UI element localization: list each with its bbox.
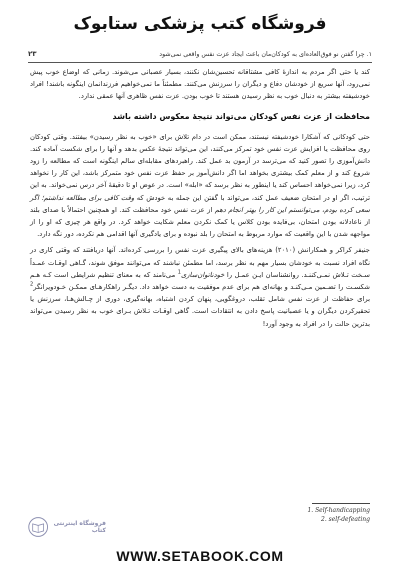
footnote-2: 2. self-defeating xyxy=(321,516,370,523)
book-icon xyxy=(28,514,48,540)
paragraph-3-text-b: می‌نامند که به معنای تنظیم شرایطی است کـه هـم شکسـت را تضـمین مـی‌کنـد و بهانه‌ای هم برای عدم موفقیت به دست خواهد داد. دیگـر راهکارهـای ممکـن خـودویرانگر xyxy=(30,270,370,292)
paragraph-2-text-b: از عزت نفس خود محافظت کند. او همچنین احتمالاً با صدای بلند از ناعادلانه بودن امتحان، بی‌فایده بودن کلاس یا کمک نکردن معلم شکایت خواهد کرد. در واقع هر چیزی که او را از مواجهه شدن با این واقعیت که موارد مربوط به امتحان را بلد نبوده و برای یادگیری آنها اقدامی هم نکرده، دور نگه دارد. xyxy=(30,205,370,239)
paragraph-3 xyxy=(30,244,370,329)
term-self-handicapping: خودناتوان‌سازی xyxy=(180,270,225,279)
footnote-ref-1[interactable]: 1 xyxy=(177,269,181,276)
page-number: ۲۳ xyxy=(28,50,37,58)
watermark-logo xyxy=(28,508,106,546)
page-body xyxy=(30,66,370,334)
paragraph-2 xyxy=(30,131,370,241)
footnote-ref-2[interactable]: 2 xyxy=(30,281,34,288)
footer-url[interactable]: WWW.SETABOOK.COM xyxy=(116,548,284,564)
paragraph-2-text-a: حتی کودکانی که آشکارا خودشیفته نیستند، ممکن است در دام تلاش برای «خوب به نظر رسیدن» بیفتند. وقتی کودکان روی محافظت یا افزایش عزت نفس خود تمرکز می‌کنند، این می‌تواند نتیجهٔ عکس بدهد و آنها را برای شکست آماده کند. دانش‌آموزی را تصور کنید که می‌ترسد در آزمون بد عمل کند. راهبردهای مقابله‌ای سالم اینگونه است که مطالعه را زود شروع کند و از معلم کمک بیشتری بخواهد اما اگر دانش‌آموز بر حفظ عزت نفس خود متمرکز باشد، این کار را نخواهد کرد، زیرا نمی‌خواهد احساس کند یا اینطور به نظر برسد که «ابله» است. در عوض او تا دقیقهٔ آخر درس نمی‌خواند. به این ترتیب، اگر او در امتحان ضعیف عمل کند، می‌تواند با گفتن این جمله به خودش که xyxy=(30,132,370,202)
watermark-text: فروشگاه اینترنتی کتاب xyxy=(53,520,106,534)
header-rule xyxy=(28,62,372,63)
brand-title: فروشگاه کتب پزشکی ستابوک xyxy=(73,14,327,34)
paragraph-3-text-c: برای حفاظت از عزت نفس شامل تقلب، دروغگویی، پنهان کردن اشتباه، بهانه‌گیری، دوری از چـالش‌هـا، سرزنش یا تحقیرکردن دیگران و یا عصبانیت پاسخ دادن به انتقادات است. گاهی اوقـات تـلاش بـرای خوب به نظر رسیدن می‌تواند بدترین حالت را در افراد به وجود آورد! xyxy=(30,295,370,328)
chapter-title: ۱. چرا گفتن نو فوق‌العاده‌ای به کودکان‌مان باعث ایجاد عزت نفس واقعی نمی‌شود xyxy=(159,50,372,58)
running-header xyxy=(28,48,372,60)
footnote-rule xyxy=(312,503,370,504)
paragraph-3-text-a: جنیفر کراکر و همکارانش (۲۰۱۰) هزینه‌های بالای پیگیری عزت نفس را بررسی کرده‌اند. آنها دریافتند که وقتی کاری در نگاه افراد نسبت به خودشان بسیار مهم به نظر برسد، اما مطمئن نباشند که می‌توانند موفق شوند، گـاهی اوقـات عمـداً سـخت تـلاش نمـی‌کننـد. روانشناسان ایـن عمـل را xyxy=(30,246,371,279)
paragraph-1: کند یا حتی اگر مردم به اندازهٔ کافی مشتاقانه تحسین‌شان نکنند، بسیار عصبانی می‌شوند. زمانی که اوضاع خوب پیش نمی‌رود، آنها سریع از خودشان دفاع و دیگران را سرزنش می‌کنند. مطمئناً ما نمی‌خواهیم فرزندانمان اینگونه باشند! افراد خودشیفته بیشتر به دنبال خوب به نظر رسیدن هستند تا خوب بودن. عزت نفس ظاهری آنها عمقی ندارد. xyxy=(30,68,370,101)
footnote-1: 1. Self-handicapping xyxy=(307,507,370,514)
footnotes xyxy=(250,506,370,524)
paragraph-2-quote: وقت کافی برای مطالعه نداشتم؛ اگر سعی کرده بودم، می‌توانستم این کار را بهتر انجام دهم xyxy=(30,193,370,214)
section-heading: محافظت از عزت نفس کودکان می‌تواند نتیجهٔ معکوس داشته باشد xyxy=(112,111,370,121)
